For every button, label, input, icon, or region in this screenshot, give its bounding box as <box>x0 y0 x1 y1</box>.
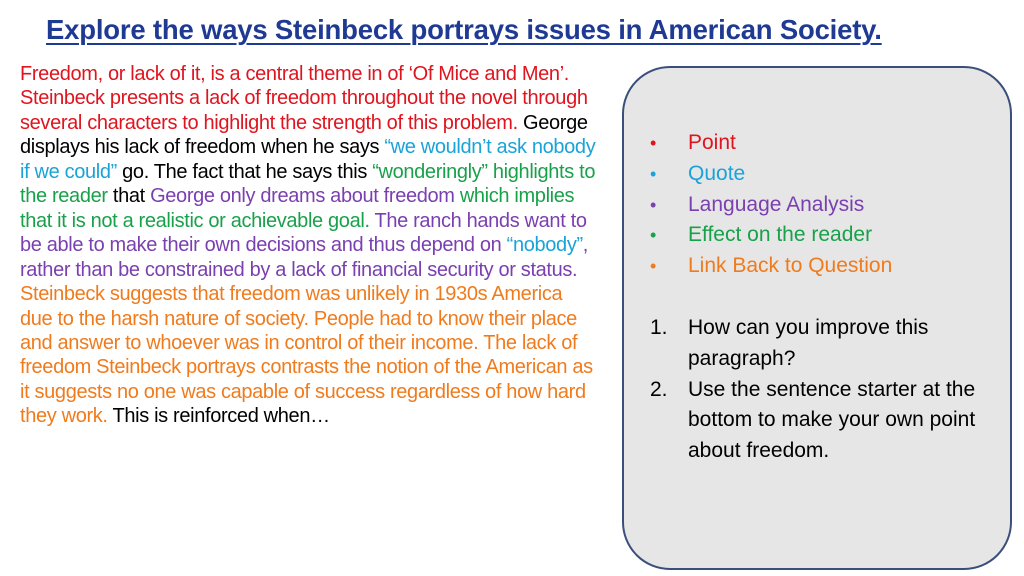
bullet-icon: • <box>650 163 657 184</box>
bullet-label: Effect on the reader <box>688 223 873 247</box>
paragraph-effect: which implies that it is not a realistic or achievable goal. <box>20 185 575 232</box>
task-text: How can you improve this paragraph? <box>688 316 929 370</box>
bullet-icon: • <box>650 194 657 215</box>
bullet-quote <box>646 159 892 190</box>
bullet-label: Language Analysis <box>688 192 865 216</box>
bullet-label: Link Back to Question <box>688 254 893 278</box>
paragraph-effect: highlights to the reader <box>20 160 596 208</box>
paragraph-text: go. The fact that he says this <box>116 160 373 183</box>
bullet-link-back <box>646 251 892 282</box>
paragraph-quote: “nobody” <box>506 234 583 257</box>
bullet-icon: • <box>650 133 657 153</box>
paragraph-text: that <box>107 185 151 208</box>
peal-bullet-list <box>646 128 892 282</box>
bullet-icon: • <box>650 256 657 277</box>
task-item <box>646 375 986 467</box>
paragraph-quote: “we wouldn’t ask nobody if we could” <box>20 136 596 183</box>
bullet-label: Quote <box>688 161 746 185</box>
model-paragraph <box>20 62 598 429</box>
bullet-effect-on-reader <box>646 220 892 251</box>
paragraph-analysis: George only dreams about freedom <box>150 185 455 208</box>
bullet-icon: • <box>650 225 657 246</box>
task-list <box>646 313 986 467</box>
task-text: Use the sentence starter at the bottom to make your own point about freedom. <box>688 377 976 463</box>
paragraph-quote-word: “wonderingly” <box>372 160 488 183</box>
paragraph-sentence-starter: This is reinforced when… <box>107 405 330 428</box>
task-number: 2. <box>650 377 668 401</box>
task-item <box>646 313 986 375</box>
bullet-label: Point <box>688 131 736 154</box>
bullet-point <box>646 128 892 159</box>
paragraph-link: Steinbeck suggests that freedom was unlikely in 1930s America due to the harsh nature of society. People had to know their place and answer to whoever was in control of their income. The lack of freedom Steinbeck portrays contrasts the notion of the American as it suggests no one was capable of success regardless of how hard they work. <box>20 283 593 428</box>
task-number: 1. <box>650 316 668 339</box>
bullet-language-analysis <box>646 190 892 221</box>
paragraph-point: Freedom, or lack of it, is a central theme in of ‘Of Mice and Men’. Steinbeck presents a lack of freedom throughout the novel through several characters to highlight the strength of this problem. <box>20 63 588 134</box>
instructions-panel <box>622 66 1012 570</box>
paragraph-analysis: , rather than be constrained by a lack of financial security or status. <box>20 234 589 281</box>
paragraph-text: George displays his lack of freedom when he says <box>20 111 588 159</box>
paragraph-analysis: The ranch hands want to be able to make their own decisions and thus depend on <box>20 209 587 257</box>
slide-title: Explore the ways Steinbeck portrays issues in American Society. <box>46 14 882 45</box>
